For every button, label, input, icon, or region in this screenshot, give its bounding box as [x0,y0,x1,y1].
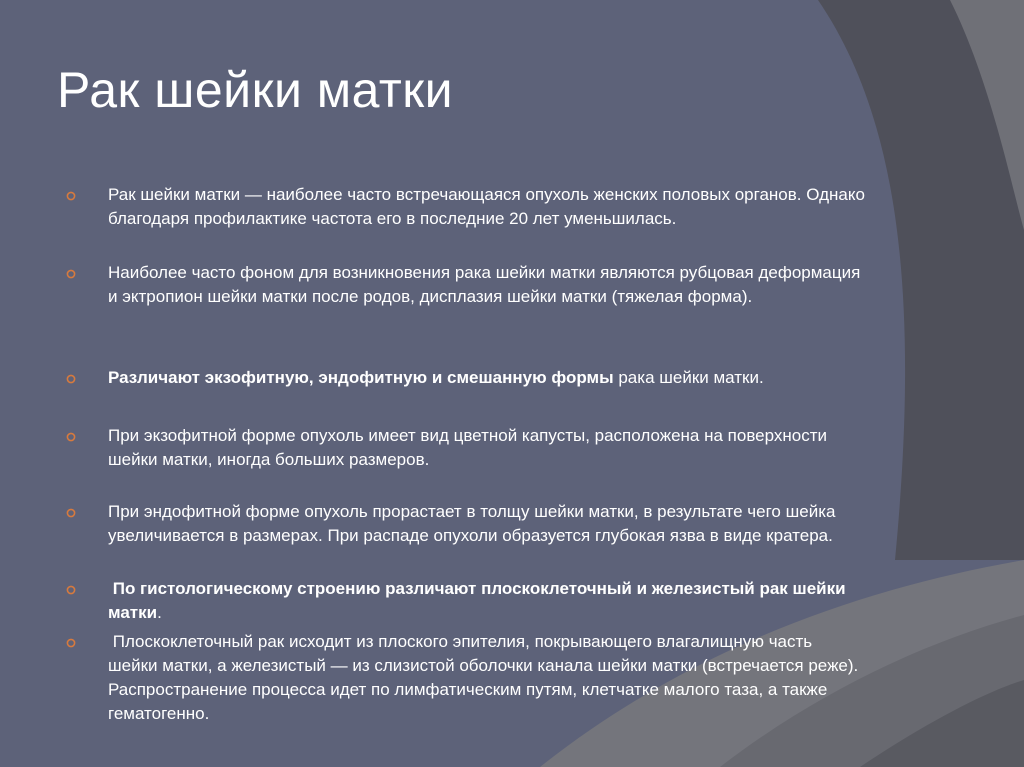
circle-bullet-icon [66,585,76,595]
bullet-text: Различают экзофитную, эндофитную и смешанную формы рака шейки матки. [108,368,764,387]
bullet-text: При экзофитной форме опухоль имеет вид цветной капусты, расположена на поверхности шейки матки, иногда больших размеров. [108,426,828,469]
bullet-text: По гистологическому строению различают плоскоклеточный и железистый рак шейки матки. [108,579,846,622]
bullet-item [66,577,866,625]
bullet-item [66,183,866,231]
bullet-text: Наиболее часто фоном для возникновения рака шейки матки являются рубцовая деформация и эктропион шейки матки после родов, дисплазия шейки матки (тяжелая форма). [108,263,861,306]
bullet-text: Рак шейки матки — наиболее часто встречающаяся опухоль женских половых органов. Однако благодаря профилактике частота его в последние 20 лет уменьшилась. [108,185,865,228]
bullet-item [66,630,866,726]
circle-bullet-icon [66,432,76,442]
slide-title: Рак шейки матки [57,62,454,118]
bullet-item [66,500,866,548]
circle-bullet-icon [66,508,76,518]
circle-bullet-icon [66,374,76,384]
circle-bullet-icon [66,269,76,279]
bullet-text: При эндофитной форме опухоль прорастает в толщу шейки матки, в результате чего шейка увеличивается в размерах. При распаде опухоли образуется глубокая язва в виде кратера. [108,502,836,545]
bullet-item [66,261,866,309]
bullet-text: Плоскоклеточный рак исходит из плоского эпителия, покрывающего влагалищную часть шейки матки, а железистый — из слизистой оболочки канала шейки матки (встречается реже). Распространение процесса идет по лимфатическим путям, клетчатке малого таза, а также гематогенно. [108,632,859,723]
bullet-item [66,424,866,472]
circle-bullet-icon [66,638,76,648]
circle-bullet-icon [66,191,76,201]
bullet-item [66,366,866,390]
